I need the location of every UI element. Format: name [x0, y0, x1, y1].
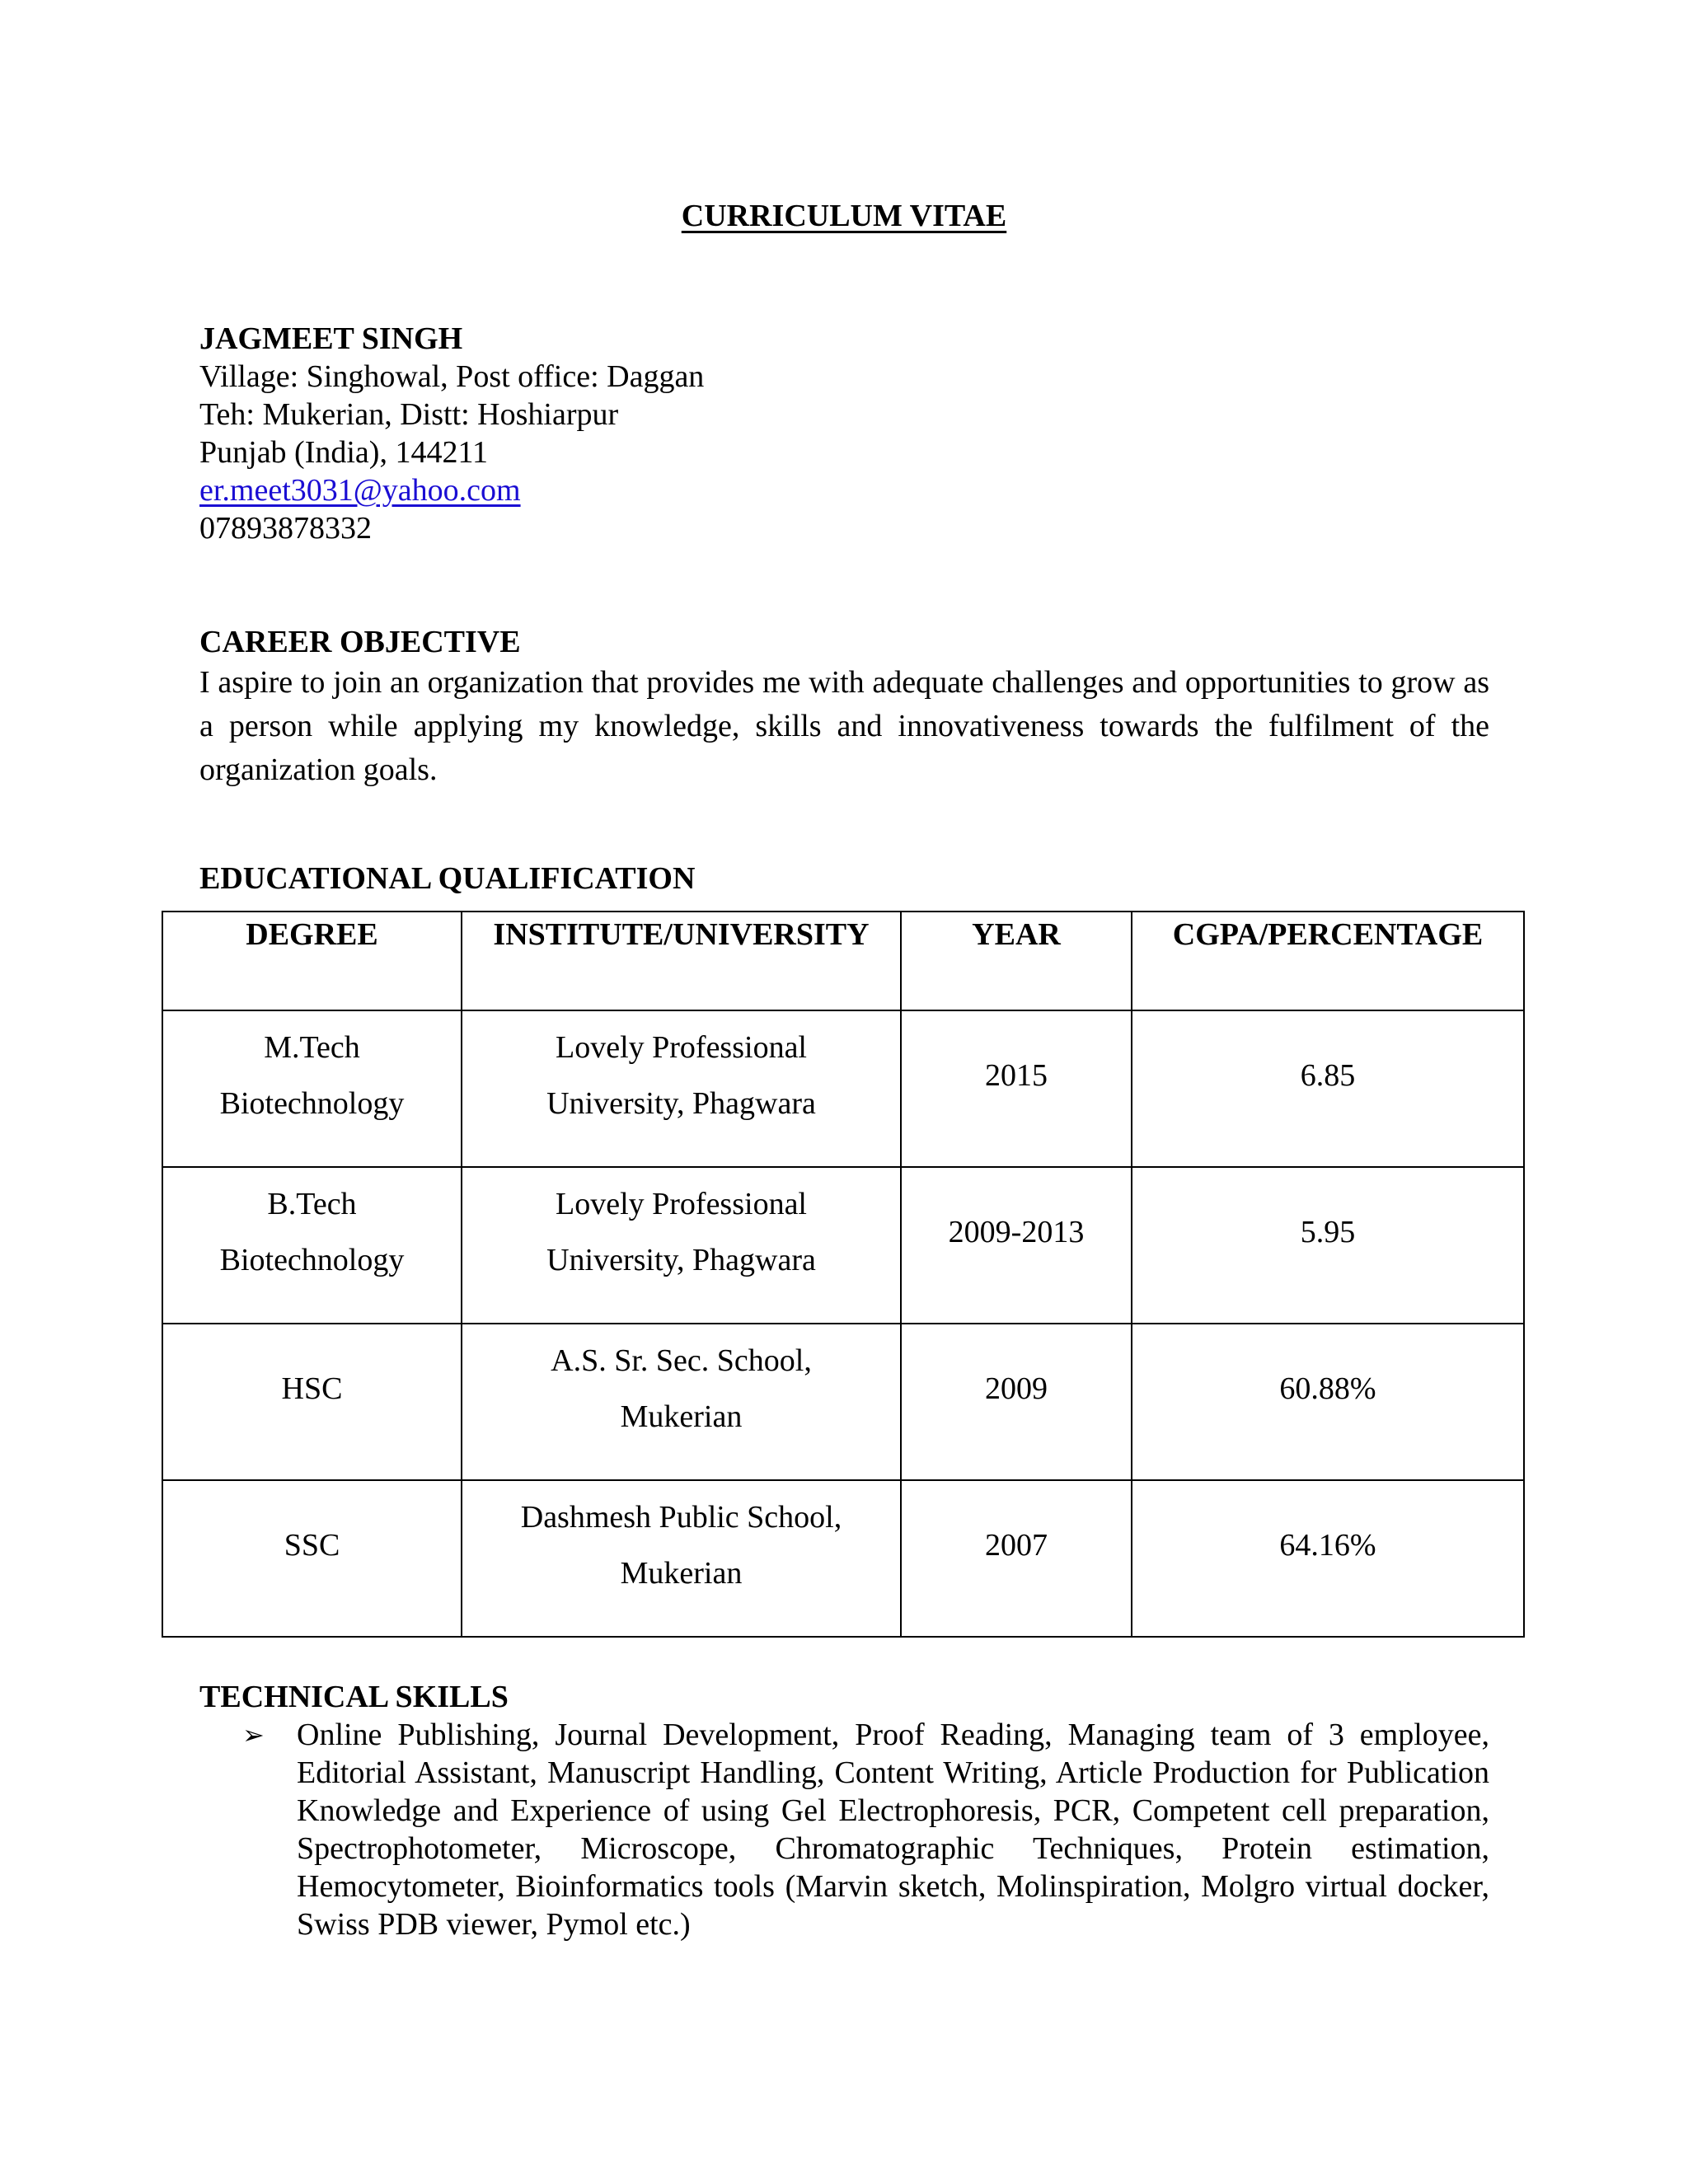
- column-header-institute: INSTITUTE/UNIVERSITY: [462, 912, 901, 1010]
- address-line-2: Teh: Mukerian, Distt: Hoshiarpur: [199, 397, 619, 432]
- education-table: [162, 911, 1525, 1638]
- list-item: [242, 1716, 1489, 1943]
- document-title: CURRICULUM VITAE: [681, 199, 1007, 233]
- institute-cell: [462, 1167, 901, 1324]
- address-line-3: Punjab (India), 144211: [199, 435, 489, 470]
- column-header-year: YEAR: [901, 912, 1132, 1010]
- email-link[interactable]: er.meet3031@yahoo.com: [199, 473, 521, 508]
- year-value: 2015: [985, 1058, 1048, 1093]
- table-row: [162, 1480, 1524, 1637]
- table-row: [162, 1167, 1524, 1324]
- degree-line-1: SSC: [284, 1528, 340, 1563]
- degree-cell: [162, 1480, 462, 1637]
- degree-cell: [162, 1010, 462, 1167]
- score-value: 64.16%: [1279, 1528, 1376, 1563]
- career-objective-heading: CAREER OBJECTIVE: [199, 625, 521, 659]
- degree-line-1: B.Tech: [267, 1187, 357, 1221]
- year-value: 2007: [985, 1528, 1048, 1563]
- score-value: 6.85: [1300, 1058, 1356, 1093]
- institute-line-2: University, Phagwara: [546, 1086, 816, 1121]
- score-cell: [1132, 1480, 1524, 1637]
- column-header-score: CGPA/PERCENTAGE: [1132, 912, 1524, 1010]
- score-cell: [1132, 1010, 1524, 1167]
- institute-cell: [462, 1324, 901, 1480]
- institute-line-1: Lovely Professional: [555, 1187, 807, 1221]
- degree-cell: [162, 1324, 462, 1480]
- degree-line-2: Biotechnology: [219, 1243, 405, 1277]
- degree-line-2: Biotechnology: [219, 1086, 405, 1121]
- score-value: 60.88%: [1279, 1371, 1376, 1406]
- career-objective-text: I aspire to join an organization that provides me with adequate challenges and opportunities to grow as a person while applying my knowledge, skills and innovativeness towards the fulfilment of the organization goals.: [199, 665, 1489, 787]
- degree-line-1: M.Tech: [264, 1030, 360, 1065]
- skill-text: Online Publishing, Journal Development, Proof Reading, Managing team of 3 employee, Editorial Assistant, Manuscript Handling, Content Writing, Article Production for Publication Knowledge and Experience of using Gel Electrophoresis, PCR, Competent cell preparation, Spectrophotometer, Microscope, Chromatographic Techniques, Protein estimation, Hemocytometer, Bioinformatics tools (Marvin sketch, Molinspiration, Molgro virtual docker, Swiss PDB viewer, Pymol etc.): [297, 1718, 1489, 1942]
- score-cell: [1132, 1167, 1524, 1324]
- technical-skills-section: [199, 1678, 1489, 1943]
- institute-cell: [462, 1010, 901, 1167]
- score-cell: [1132, 1324, 1524, 1480]
- year-cell: [901, 1324, 1132, 1480]
- degree-line-1: HSC: [281, 1371, 343, 1406]
- table-row: [162, 1010, 1524, 1167]
- institute-line-1: Lovely Professional: [555, 1030, 807, 1065]
- phone-number: 07893878332: [199, 511, 372, 546]
- degree-cell: [162, 1167, 462, 1324]
- address-line-1: Village: Singhowal, Post office: Daggan: [199, 359, 705, 394]
- technical-skills-heading: TECHNICAL SKILLS: [199, 1680, 509, 1714]
- contact-block: [199, 320, 1489, 547]
- education-heading: EDUCATIONAL QUALIFICATION: [199, 861, 696, 896]
- education-section: [199, 860, 1489, 898]
- year-cell: [901, 1167, 1132, 1324]
- institute-line-1: Dashmesh Public School,: [520, 1500, 842, 1535]
- year-cell: [901, 1010, 1132, 1167]
- table-header-row: [162, 912, 1524, 1010]
- arrowhead-bullet-icon: ➢: [242, 1719, 265, 1750]
- institute-line-2: Mukerian: [620, 1556, 743, 1591]
- year-cell: [901, 1480, 1132, 1637]
- candidate-name: JAGMEET SINGH: [199, 321, 463, 356]
- career-objective-section: [199, 623, 1489, 792]
- institute-line-1: A.S. Sr. Sec. School,: [551, 1343, 812, 1378]
- year-value: 2009-2013: [948, 1215, 1085, 1249]
- institute-line-2: Mukerian: [620, 1399, 743, 1434]
- institute-cell: [462, 1480, 901, 1637]
- column-header-degree: DEGREE: [162, 912, 462, 1010]
- year-value: 2009: [985, 1371, 1048, 1406]
- institute-line-2: University, Phagwara: [546, 1243, 816, 1277]
- score-value: 5.95: [1300, 1215, 1356, 1249]
- table-row: [162, 1324, 1524, 1480]
